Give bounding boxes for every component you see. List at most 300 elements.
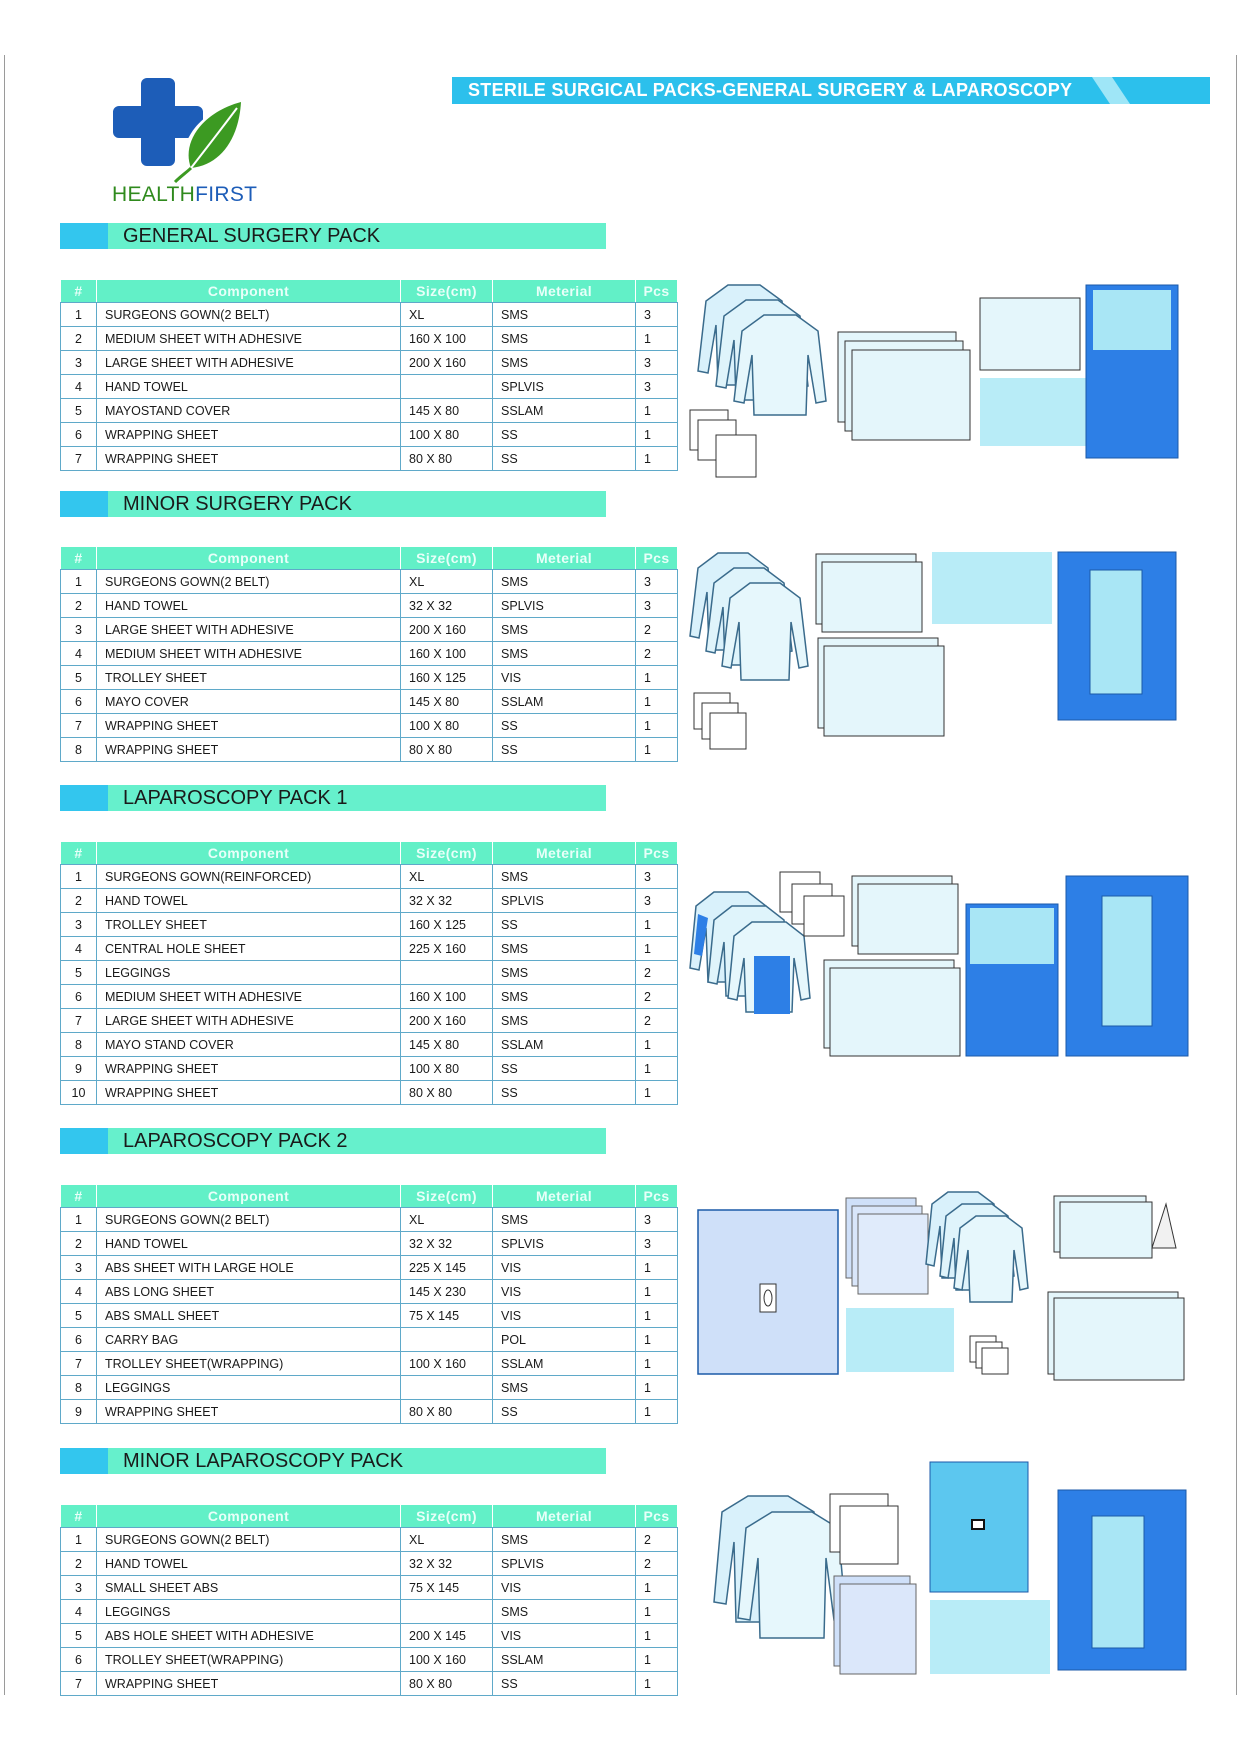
table-row [61,1528,678,1552]
size-value: 80 X 80 [401,738,493,762]
material-value: VIS [493,1280,636,1304]
column-header-num: # [61,547,97,570]
pcs-value: 3 [636,1208,678,1232]
table-header-row [61,280,678,303]
component-name: LARGE SHEET WITH ADHESIVE [97,1009,401,1033]
component-name: ABS LONG SHEET [97,1280,401,1304]
pack-illustration-laparoscopy-1 [688,864,1198,1064]
column-header-material: Meterial [493,1185,636,1208]
table-row [61,1352,678,1376]
material-value: VIS [493,1256,636,1280]
row-number: 7 [61,1352,97,1376]
table-row [61,738,678,762]
row-number: 10 [61,1081,97,1105]
column-header-pcs: Pcs [636,842,678,865]
material-value: POL [493,1328,636,1352]
table-row [61,1576,678,1600]
pcs-value: 1 [636,913,678,937]
component-name: TROLLEY SHEET [97,913,401,937]
component-name: HAND TOWEL [97,1552,401,1576]
gown-icon [690,553,808,680]
component-name: TROLLEY SHEET [97,666,401,690]
material-value: VIS [493,666,636,690]
material-value: SS [493,913,636,937]
pcs-value: 3 [636,570,678,594]
material-value: SSLAM [493,399,636,423]
row-number: 9 [61,1400,97,1424]
table-row [61,1672,678,1696]
size-value: 100 X 80 [401,1057,493,1081]
table-row [61,1304,678,1328]
section-tab [60,1128,108,1154]
gown-icon [926,1192,1028,1302]
section-title-bar [60,785,606,811]
component-name: MAYOSTAND COVER [97,399,401,423]
column-header-size: Size(cm) [401,280,493,303]
size-value: 145 X 80 [401,399,493,423]
size-value: 32 X 32 [401,1552,493,1576]
logo-word-first: FIRST [195,183,258,206]
material-value: SSLAM [493,690,636,714]
pcs-value: 1 [636,690,678,714]
material-value: SMS [493,865,636,889]
size-value [401,375,493,399]
pcs-value: 1 [636,1328,678,1352]
row-number: 1 [61,865,97,889]
table-row [61,423,678,447]
row-number: 6 [61,985,97,1009]
size-value: XL [401,1528,493,1552]
logo-wordmark [112,183,257,207]
pcs-value: 3 [636,375,678,399]
material-value: SPLVIS [493,889,636,913]
material-value: SPLVIS [493,1552,636,1576]
component-name: SURGEONS GOWN(2 BELT) [97,1528,401,1552]
section-tab [60,491,108,517]
row-number: 7 [61,447,97,471]
column-header-component: Component [97,1185,401,1208]
material-value: SS [493,1672,636,1696]
hole-sheet-icon [930,1462,1050,1674]
component-name: CARRY BAG [97,1328,401,1352]
pcs-value: 1 [636,714,678,738]
pack-table [60,1184,678,1424]
table-header-row [61,1185,678,1208]
table-row [61,327,678,351]
size-value: 160 X 100 [401,985,493,1009]
material-value: SS [493,1400,636,1424]
row-number: 5 [61,961,97,985]
row-number: 6 [61,423,97,447]
gown-icon [714,1496,846,1638]
pcs-value: 1 [636,1400,678,1424]
row-number: 7 [61,1672,97,1696]
table-row [61,375,678,399]
pcs-value: 1 [636,1057,678,1081]
row-number: 4 [61,1600,97,1624]
pcs-value: 1 [636,1256,678,1280]
size-value: 80 X 80 [401,1081,493,1105]
sheet-icon [838,285,1178,458]
table-row [61,1033,678,1057]
component-name: CENTRAL HOLE SHEET [97,937,401,961]
size-value: 80 X 80 [401,1672,493,1696]
gown-icon [698,285,826,415]
pack-illustration-minor-surgery [688,548,1188,758]
table-row [61,1232,678,1256]
size-value: 100 X 160 [401,1648,493,1672]
material-value: SMS [493,1528,636,1552]
section-tab [60,785,108,811]
section-title: MINOR LAPAROSCOPY PACK [123,1450,404,1472]
pcs-value: 1 [636,447,678,471]
table-row [61,961,678,985]
sheet-icon [1058,1490,1186,1670]
size-value: 100 X 160 [401,1352,493,1376]
component-name: LARGE SHEET WITH ADHESIVE [97,351,401,375]
page-title: STERILE SURGICAL PACKS-GENERAL SURGERY & LAPAROSCOPY [468,80,1073,100]
component-name: LEGGINGS [97,961,401,985]
pcs-value: 2 [636,961,678,985]
table-row [61,399,678,423]
component-name: ABS SMALL SHEET [97,1304,401,1328]
row-number: 2 [61,594,97,618]
pcs-value: 1 [636,1576,678,1600]
material-value: SS [493,423,636,447]
pcs-value: 1 [636,1672,678,1696]
column-header-component: Component [97,280,401,303]
column-header-component: Component [97,547,401,570]
section-title-bar [60,1448,606,1474]
material-value: SMS [493,642,636,666]
table-row [61,594,678,618]
towel-icon [694,693,746,749]
component-name: WRAPPING SHEET [97,447,401,471]
table-row [61,570,678,594]
towel-icon [690,410,756,477]
table-row [61,937,678,961]
table-row [61,1009,678,1033]
material-value: SMS [493,937,636,961]
size-value: 80 X 80 [401,1400,493,1424]
size-value: 145 X 80 [401,690,493,714]
pcs-value: 2 [636,985,678,1009]
row-number: 2 [61,1232,97,1256]
table-row [61,1280,678,1304]
component-name: MAYO STAND COVER [97,1033,401,1057]
material-value: SMS [493,1376,636,1400]
material-value: SMS [493,570,636,594]
table-row [61,1328,678,1352]
component-name: ABS HOLE SHEET WITH ADHESIVE [97,1624,401,1648]
column-header-num: # [61,842,97,865]
sheet-icon [824,876,1188,1056]
section-title: LAPAROSCOPY PACK 2 [123,1130,348,1152]
logo-word-health: HEALTH [112,183,196,206]
pcs-value: 1 [636,1376,678,1400]
row-number: 8 [61,1033,97,1057]
row-number: 3 [61,1576,97,1600]
table-row [61,1081,678,1105]
row-number: 7 [61,714,97,738]
component-name: LEGGINGS [97,1600,401,1624]
table-row [61,985,678,1009]
material-value: SSLAM [493,1033,636,1057]
size-value [401,961,493,985]
column-header-pcs: Pcs [636,547,678,570]
size-value [401,1328,493,1352]
pack-illustration-laparoscopy-2 [688,1186,1198,1396]
material-value: SMS [493,351,636,375]
table-row [61,1648,678,1672]
pcs-value: 1 [636,327,678,351]
material-value: VIS [493,1304,636,1328]
component-name: HAND TOWEL [97,889,401,913]
table-row [61,1057,678,1081]
section-title-bar [60,223,606,249]
row-number: 6 [61,1648,97,1672]
component-name: HAND TOWEL [97,594,401,618]
component-name: MAYO COVER [97,690,401,714]
component-name: SURGEONS GOWN(REINFORCED) [97,865,401,889]
row-number: 4 [61,375,97,399]
pack-illustration-general-surgery [688,280,1188,480]
component-name: WRAPPING SHEET [97,1400,401,1424]
component-name: HAND TOWEL [97,375,401,399]
component-name: WRAPPING SHEET [97,1672,401,1696]
size-value: XL [401,303,493,327]
column-header-material: Meterial [493,547,636,570]
component-name: WRAPPING SHEET [97,738,401,762]
row-number: 3 [61,913,97,937]
pcs-value: 1 [636,937,678,961]
table-row [61,351,678,375]
row-number: 2 [61,889,97,913]
size-value: 80 X 80 [401,447,493,471]
pack-table [60,1504,678,1696]
table-row [61,1208,678,1232]
component-name: TROLLEY SHEET(WRAPPING) [97,1352,401,1376]
row-number: 9 [61,1057,97,1081]
component-name: WRAPPING SHEET [97,1057,401,1081]
table-header-row [61,842,678,865]
pcs-value: 1 [636,1648,678,1672]
pack-illustration-minor-laparoscopy [688,1460,1198,1690]
pcs-value: 1 [636,1280,678,1304]
table-row [61,1600,678,1624]
pcs-value: 2 [636,1552,678,1576]
row-number: 2 [61,327,97,351]
material-value: SMS [493,303,636,327]
section-tab [60,1448,108,1474]
size-value: 145 X 230 [401,1280,493,1304]
row-number: 5 [61,666,97,690]
size-value: 145 X 80 [401,1033,493,1057]
component-name: WRAPPING SHEET [97,423,401,447]
pcs-value: 1 [636,1033,678,1057]
component-name: SMALL SHEET ABS [97,1576,401,1600]
component-name: LARGE SHEET WITH ADHESIVE [97,618,401,642]
column-header-num: # [61,1185,97,1208]
table-row [61,1256,678,1280]
component-name: ABS SHEET WITH LARGE HOLE [97,1256,401,1280]
column-header-num: # [61,280,97,303]
table-row [61,714,678,738]
pcs-value: 1 [636,1352,678,1376]
row-number: 1 [61,570,97,594]
column-header-pcs: Pcs [636,280,678,303]
size-value: XL [401,865,493,889]
pcs-value: 2 [636,1009,678,1033]
pcs-value: 1 [636,423,678,447]
material-value: SMS [493,1600,636,1624]
pcs-value: 3 [636,1232,678,1256]
component-name: WRAPPING SHEET [97,1081,401,1105]
material-value: SMS [493,961,636,985]
row-number: 1 [61,1528,97,1552]
table-row [61,913,678,937]
row-number: 4 [61,1280,97,1304]
component-name: SURGEONS GOWN(2 BELT) [97,1208,401,1232]
material-value: SS [493,1081,636,1105]
component-name: WRAPPING SHEET [97,714,401,738]
row-number: 3 [61,618,97,642]
header-banner [452,77,1210,104]
size-value: 100 X 80 [401,714,493,738]
material-value: SMS [493,985,636,1009]
towel-icon [970,1336,1008,1374]
material-value: SS [493,738,636,762]
column-header-num: # [61,1505,97,1528]
material-value: SPLVIS [493,375,636,399]
row-number: 1 [61,1208,97,1232]
material-value: VIS [493,1576,636,1600]
pack-table [60,546,678,762]
pcs-value: 2 [636,642,678,666]
row-number: 4 [61,937,97,961]
size-value: 160 X 125 [401,913,493,937]
pcs-value: 1 [636,1304,678,1328]
pcs-value: 3 [636,865,678,889]
section-title-bar [60,1128,606,1154]
pcs-value: 2 [636,1528,678,1552]
size-value: 32 X 32 [401,594,493,618]
column-header-size: Size(cm) [401,1185,493,1208]
row-number: 4 [61,642,97,666]
size-value: 200 X 160 [401,351,493,375]
row-number: 1 [61,303,97,327]
material-value: SSLAM [493,1648,636,1672]
row-number: 3 [61,1256,97,1280]
section-title: GENERAL SURGERY PACK [123,225,381,247]
material-value: SMS [493,327,636,351]
column-header-material: Meterial [493,842,636,865]
size-value: 160 X 100 [401,327,493,351]
column-header-material: Meterial [493,280,636,303]
component-name: SURGEONS GOWN(2 BELT) [97,570,401,594]
sheet-icon [816,552,1176,736]
table-row [61,1624,678,1648]
pcs-value: 1 [636,1624,678,1648]
table-header-row [61,547,678,570]
table-row [61,642,678,666]
section-title: MINOR SURGERY PACK [123,493,352,515]
row-number: 5 [61,1624,97,1648]
size-value: 225 X 160 [401,937,493,961]
page-edge-left [4,55,5,1695]
size-value: XL [401,570,493,594]
component-name: HAND TOWEL [97,1232,401,1256]
table-row [61,1552,678,1576]
pcs-value: 3 [636,351,678,375]
row-number: 5 [61,399,97,423]
material-value: SMS [493,618,636,642]
column-header-pcs: Pcs [636,1185,678,1208]
row-number: 5 [61,1304,97,1328]
component-name: MEDIUM SHEET WITH ADHESIVE [97,985,401,1009]
row-number: 2 [61,1552,97,1576]
size-value: 160 X 100 [401,642,493,666]
size-value [401,1600,493,1624]
cross-leaf-icon [105,72,285,192]
table-row [61,889,678,913]
component-name: MEDIUM SHEET WITH ADHESIVE [97,642,401,666]
material-value: SS [493,714,636,738]
pcs-value: 1 [636,1081,678,1105]
size-value: XL [401,1208,493,1232]
component-name: SURGEONS GOWN(2 BELT) [97,303,401,327]
size-value: 75 X 145 [401,1576,493,1600]
row-number: 7 [61,1009,97,1033]
leggings-icon [1152,1204,1176,1248]
towel-icon [830,1494,898,1564]
row-number: 3 [61,351,97,375]
column-header-size: Size(cm) [401,842,493,865]
component-name: MEDIUM SHEET WITH ADHESIVE [97,327,401,351]
table-header-row [61,1505,678,1528]
column-header-material: Meterial [493,1505,636,1528]
column-header-component: Component [97,1505,401,1528]
component-name: TROLLEY SHEET(WRAPPING) [97,1648,401,1672]
material-value: SPLVIS [493,1232,636,1256]
table-row [61,865,678,889]
pcs-value: 1 [636,666,678,690]
row-number: 8 [61,738,97,762]
table-row [61,666,678,690]
row-number: 6 [61,1328,97,1352]
size-value: 32 X 32 [401,889,493,913]
material-value: SMS [493,1009,636,1033]
size-value: 225 X 145 [401,1256,493,1280]
pcs-value: 3 [636,303,678,327]
size-value: 32 X 32 [401,1232,493,1256]
table-row [61,1376,678,1400]
table-row [61,618,678,642]
pcs-value: 2 [636,618,678,642]
table-row [61,690,678,714]
table-row [61,303,678,327]
material-value: SS [493,1057,636,1081]
material-value: SS [493,447,636,471]
pcs-value: 3 [636,889,678,913]
column-header-size: Size(cm) [401,1505,493,1528]
table-row [61,1400,678,1424]
row-number: 8 [61,1376,97,1400]
size-value: 200 X 160 [401,1009,493,1033]
size-value [401,1376,493,1400]
page-edge-right [1236,55,1237,1695]
pack-table [60,841,678,1105]
